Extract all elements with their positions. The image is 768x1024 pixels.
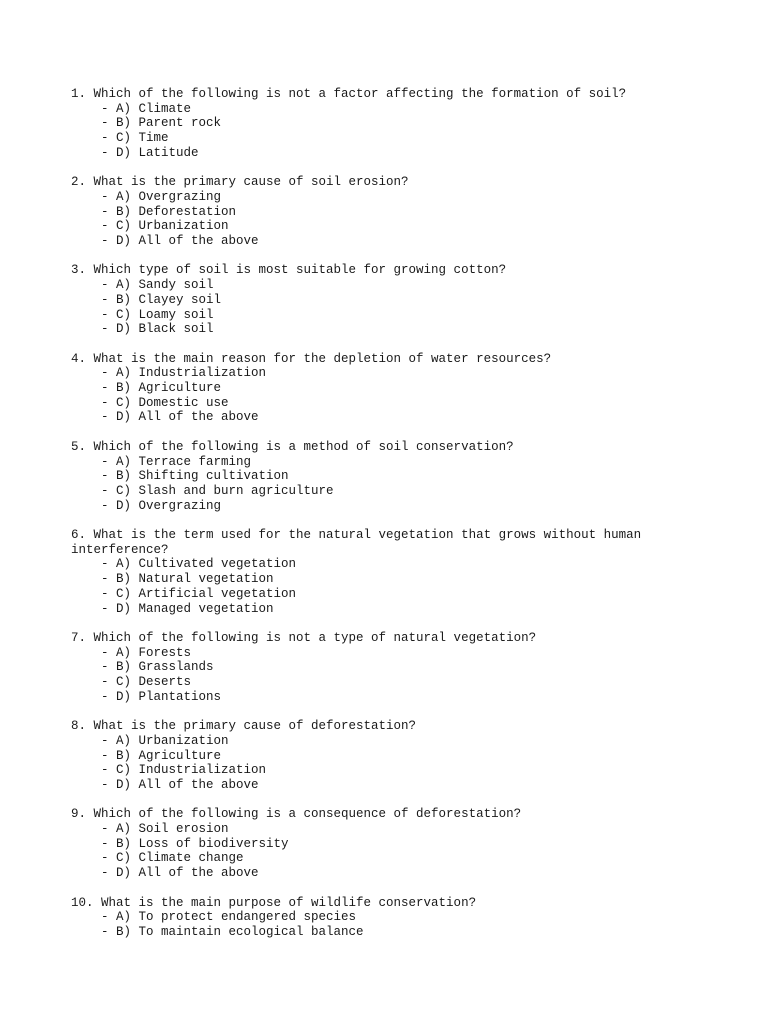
question-text: 6. What is the term used for the natural vegetation that grows without human interference?	[71, 528, 649, 557]
answer-option: - D) All of the above	[101, 866, 259, 881]
question-text: 5. Which of the following is a method of soil conservation?	[71, 439, 514, 454]
answer-option: - A) Urbanization	[101, 733, 229, 748]
question-9	[71, 807, 671, 881]
question-4	[71, 352, 671, 426]
answer-option: - D) Black soil	[101, 322, 214, 337]
answer-option: - B) To maintain ecological balance	[101, 924, 364, 939]
answer-option: - D) Plantations	[101, 689, 222, 704]
question-text: 2. What is the primary cause of soil erosion?	[71, 175, 409, 190]
answer-option: - A) To protect endangered species	[101, 910, 357, 925]
answer-option: - B) Shifting cultivation	[101, 469, 289, 484]
answer-option: - A) Sandy soil	[101, 278, 214, 293]
answer-option: - C) Climate change	[101, 851, 244, 866]
answer-option: - D) Overgrazing	[101, 498, 222, 513]
question-3	[71, 263, 671, 337]
question-8	[71, 719, 671, 793]
answer-option: - B) Loss of biodiversity	[101, 836, 289, 851]
answer-option: - A) Overgrazing	[101, 189, 222, 204]
question-text: 10. What is the main purpose of wildlife conservation?	[71, 895, 477, 910]
answer-option: - C) Urbanization	[101, 219, 229, 234]
question-5	[71, 440, 671, 514]
answer-option: - A) Forests	[101, 645, 192, 660]
answer-option: - A) Industrialization	[101, 366, 267, 381]
answer-option: - C) Loamy soil	[101, 307, 214, 322]
question-text: 9. Which of the following is a consequence of deforestation?	[71, 807, 522, 822]
question-text: 7. Which of the following is not a type of natural vegetation?	[71, 630, 537, 645]
answer-option: - D) All of the above	[101, 777, 259, 792]
answer-option: - C) Industrialization	[101, 763, 267, 778]
question-text: 1. Which of the following is not a factor affecting the formation of soil?	[71, 87, 627, 101]
answer-option: - C) Deserts	[101, 675, 192, 690]
question-10	[71, 896, 671, 940]
question-text: 8. What is the primary cause of deforestation?	[71, 719, 417, 734]
answer-option: - C) Artificial vegetation	[101, 586, 297, 601]
question-text: 4. What is the main reason for the depletion of water resources?	[71, 351, 552, 366]
answer-option: - D) Latitude	[101, 145, 199, 160]
answer-option: - B) Natural vegetation	[101, 572, 274, 587]
answer-option: - A) Terrace farming	[101, 454, 252, 469]
answer-option: - B) Grasslands	[101, 660, 214, 675]
answer-option: - C) Time	[101, 131, 169, 146]
answer-option: - B) Parent rock	[101, 116, 222, 131]
answer-option: - A) Cultivated vegetation	[101, 557, 297, 572]
answer-option: - D) All of the above	[101, 410, 259, 425]
question-1	[71, 87, 671, 161]
answer-option: - A) Climate	[101, 101, 192, 116]
answer-option: - B) Deforestation	[101, 204, 237, 219]
question-2	[71, 175, 671, 249]
answer-option: - B) Agriculture	[101, 748, 222, 763]
answer-option: - D) All of the above	[101, 234, 259, 249]
question-text: 3. Which type of soil is most suitable for growing cotton?	[71, 263, 507, 278]
answer-option: - B) Agriculture	[101, 381, 222, 396]
answer-option: - A) Soil erosion	[101, 822, 229, 837]
question-6	[71, 528, 671, 616]
answer-option: - C) Slash and burn agriculture	[101, 483, 334, 498]
question-7	[71, 631, 671, 705]
answer-option: - C) Domestic use	[101, 395, 229, 410]
answer-option: - B) Clayey soil	[101, 292, 222, 307]
answer-option: - D) Managed vegetation	[101, 601, 274, 616]
quiz-document	[71, 87, 671, 954]
